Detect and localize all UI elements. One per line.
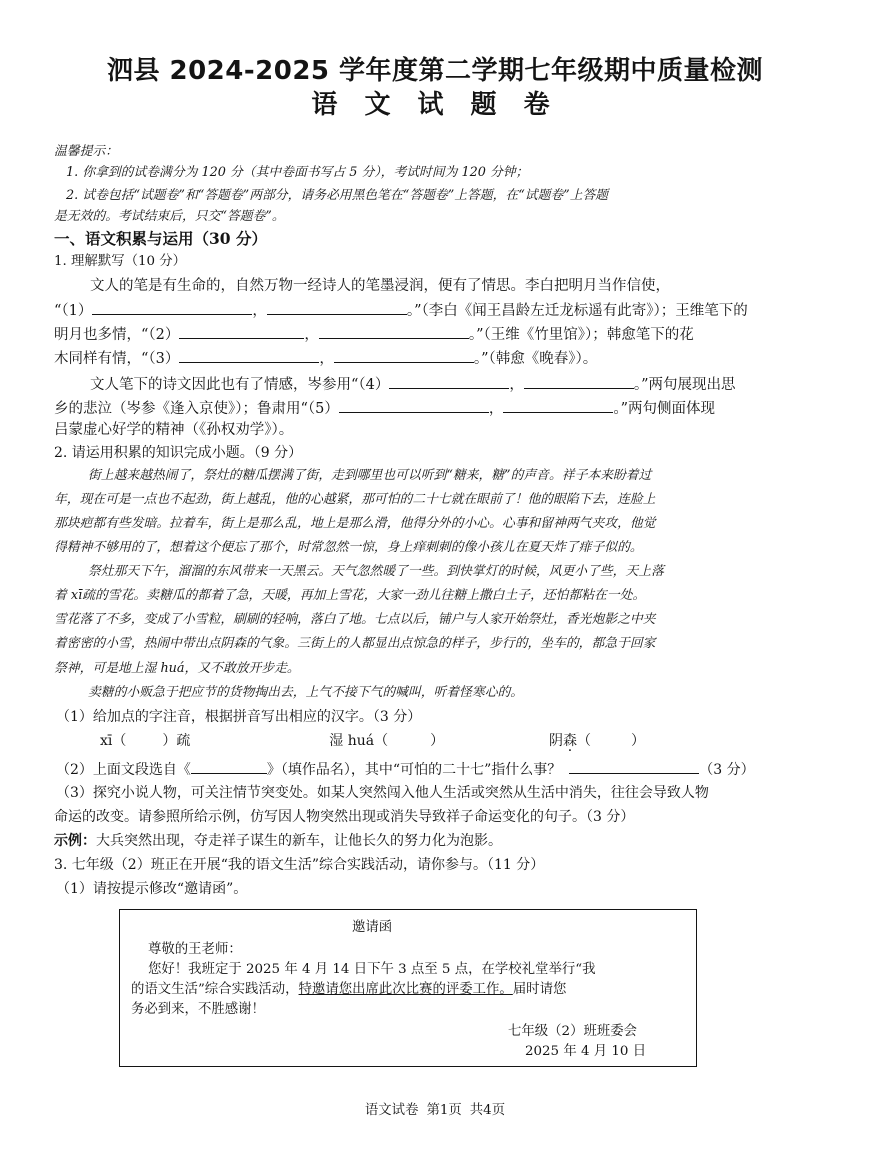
invitation-letter-box	[119, 909, 697, 1067]
tips-item-2-line-1: 2. 试卷包括“试题卷”和“答题卷”两部分，请务必用黑色笔在“答题卷”上答题，在“试题卷”上答题	[66, 188, 609, 203]
tips-item-2-line-2: 是无效的。考试结束后，只交“答题卷”。	[54, 209, 285, 224]
q1-heading: 1. 理解默写（10 分）	[54, 254, 187, 269]
letter-body-line-2	[131, 980, 566, 1000]
pinyin-item-c-post: （	[577, 733, 592, 749]
page-footer	[0, 1099, 870, 1118]
letter-body-line-3: 务必到来，不胜感谢！	[131, 1002, 265, 1017]
q1-para-2-line-1	[90, 374, 856, 395]
pinyin-item-a-pre: xī（	[100, 733, 127, 749]
q2-example	[54, 831, 820, 851]
passage-line: 卖糖的小贩急于把应节的货物掏出去，上气不接下气的喊叫，听着怪寒心的。	[88, 685, 524, 700]
q1-para-1-line-4	[54, 348, 820, 369]
pinyin-item-b-pre: 湿 huá（	[329, 733, 389, 749]
answer-blank[interactable]	[524, 374, 634, 389]
letter-title: 邀请函	[352, 920, 393, 935]
q2-sub-3-line-1: （3）探究小说人物，可关注情节突变处。如某人突然闯入他人生活或突然从生活中消失，往往会导致人物	[56, 785, 709, 801]
comma: ，	[304, 327, 319, 343]
q2-sub-2-part-a: （2）上面文段选自《	[56, 762, 191, 778]
q2-sub-1: （1）给加点的字注音，根据拼音写出相应的汉字。（3 分）	[56, 709, 422, 725]
answer-blank[interactable]	[179, 324, 304, 339]
pinyin-item-a-post: ）疏	[162, 733, 191, 749]
comma: ，	[488, 401, 504, 417]
q3-heading: 3. 七年级（2）班正在开展“我的语文生活”综合实践活动，请你参与。（11 分）	[54, 857, 545, 873]
page-title: 泗县 2024-2025 学年度第二学期七年级期中质量检测	[106, 56, 764, 86]
footer-total: 共4页	[469, 1103, 506, 1118]
pinyin-item-c-dotted-char: 森	[563, 733, 578, 749]
letter-body-line-1: 您好！我班定于 2025 年 4 月 14 日下午 3 点至 5 点，在学校礼堂举行“我	[148, 962, 596, 977]
example-label: 示例：	[54, 833, 96, 849]
q2-heading: 2. 请运用积累的知识完成小题。（9 分）	[54, 445, 303, 461]
answer-blank[interactable]	[389, 374, 509, 389]
q1-para-1-line-3	[54, 324, 820, 345]
footer-page: 第1页	[426, 1103, 462, 1118]
q1-blank-2-source: 。”（王维《竹里馆》）；韩愈笔下的花	[468, 327, 694, 343]
pinyin-item-b-post: ）	[430, 733, 445, 749]
letter-underlined-sentence: 特邀请您出席此次比赛的评委工作。	[298, 982, 513, 997]
answer-blank[interactable]	[267, 300, 407, 315]
answer-blank[interactable]	[339, 398, 489, 413]
letter-body-line-2-b: 届时请您	[512, 982, 567, 997]
passage-line: 那块疤都有些发暗。拉着车，街上是那么乱，地上是那么滑，他得分外的小心。心事和留神两气夹攻，他觉	[54, 516, 656, 531]
passage-line: 着密密的小雪，热闹中带出点阴森的气象。三街上的人都显出点惊急的样子，步行的，坐车的，都急于回家	[54, 636, 656, 651]
q1-para-2-line-3: 吕蒙虚心好学的精神（《孙权劝学》）。	[54, 422, 294, 438]
tips-item-1: 1. 你拿到的试卷满分为 120 分（其中卷面书写占 5 分），考试时间为 120 分钟；	[66, 165, 529, 180]
answer-blank[interactable]	[179, 348, 319, 363]
passage-line: 年，现在可是一点也不起劲，街上越乱，他的心越紧，那可怕的二十七就在眼前了！他的眼陷下去，连脸上	[54, 492, 656, 507]
q1-blank-1-source: 。”（李白《闻王昌龄左迁龙标遥有此寄》）；王维笔下的	[406, 303, 748, 319]
letter-body-line-2-a: 的语文生活”综合实践活动，	[131, 982, 299, 997]
q2-sub-3-line-2: 命运的改变。请参照所给示例，仿写因人物突然出现或消失导致祥子命运变化的句子。（3 分）	[54, 809, 635, 825]
q1-blank-3-source: 。”（韩愈《晚春》）。	[473, 351, 598, 367]
page-subtitle: 语 文 试 题 卷	[311, 90, 559, 120]
q1-blank-3-label: 木同样有情，“（3）	[54, 351, 180, 367]
q3-sub-1: （1）请按提示修改“邀请函”。	[56, 881, 248, 897]
q2-sub-2	[56, 759, 822, 780]
section-1-heading: 一、语文积累与运用（30 分）	[54, 229, 267, 248]
q1-para-2-line-2	[54, 398, 820, 419]
pinyin-item-c-pre: 阴	[549, 733, 564, 749]
answer-blank[interactable]	[334, 348, 474, 363]
q1-blank-2-label: 明月也多情，“（2）	[54, 327, 180, 343]
q1-blank-5-close: 。”两句侧面体现	[613, 401, 716, 417]
passage-line: 街上越来越热闹了，祭灶的糖瓜摆满了街，走到哪里也可以听到“糖来，糖”的声音。祥子本来盼着过	[88, 468, 652, 483]
answer-blank[interactable]	[319, 324, 469, 339]
q1-blank-1-label: “（1）	[54, 303, 93, 319]
answer-blank[interactable]	[569, 759, 699, 774]
passage-line: 祭灶那天下午，溜溜的东风带来一天黑云。天气忽然暖了一些。到快掌灯的时候，风更小了些，天上落	[88, 564, 664, 579]
passage-line: 着 xī疏的雪花。卖糖瓜的都着了急，天暖，再加上雪花，大家一劲儿往糖上撒白土子，还怕都粘在一处。	[54, 588, 646, 603]
pinyin-item-c-close: ）	[631, 733, 646, 749]
passage-line: 雪花落了不多，变成了小雪粒，刷刷的轻响，落白了地。七点以后，铺户与人家开始祭灶，香光炮影之中夹	[54, 612, 656, 627]
letter-signature: 七年级（2）班班委会	[508, 1024, 638, 1039]
letter-greeting: 尊敬的王老师：	[148, 942, 242, 957]
q1-blank-4-close: 。”两句展现出思	[633, 377, 736, 393]
comma: ，	[509, 377, 524, 393]
q2-sub-2-score: （3 分）	[699, 762, 755, 778]
q1-blank-4-label: 文人笔下的诗文因此也有了情感，岑参用“（4）	[90, 377, 390, 393]
footer-label: 语文试卷	[364, 1103, 419, 1118]
q2-pinyin-row	[100, 731, 866, 751]
q1-para-1-line-2	[54, 300, 820, 321]
passage-line: 得精神不够用的了，想着这个便忘了那个，时常忽然一惊，身上痒刺刺的像小孩儿在夏天炸了痱子似的。	[54, 540, 643, 555]
letter-date: 2025 年 4 月 10 日	[525, 1044, 647, 1059]
passage-line: 祭神，可是地上湿 huá，又不敢放开步走。	[54, 661, 300, 676]
comma: ，	[252, 303, 267, 319]
answer-blank[interactable]	[503, 398, 613, 413]
example-text: 大兵突然出现，夺走祥子谋生的新车，让他长久的努力化为泡影。	[96, 833, 502, 849]
comma: ，	[319, 351, 334, 367]
q1-blank-5-label: 乡的悲泣（岑参《逢入京使》）；鲁肃用“（5）	[54, 401, 339, 417]
q2-sub-2-part-b: 》（填作品名），其中“可怕的二十七”指什么事？	[266, 762, 562, 778]
answer-blank[interactable]	[92, 300, 252, 315]
answer-blank[interactable]	[191, 759, 267, 774]
tips-heading: 温馨提示：	[54, 144, 118, 159]
q1-para-1-line-1: 文人的笔是有生命的，自然万物一经诗人的笔墨浸润，便有了情思。李白把明月当作信使，	[90, 278, 670, 294]
